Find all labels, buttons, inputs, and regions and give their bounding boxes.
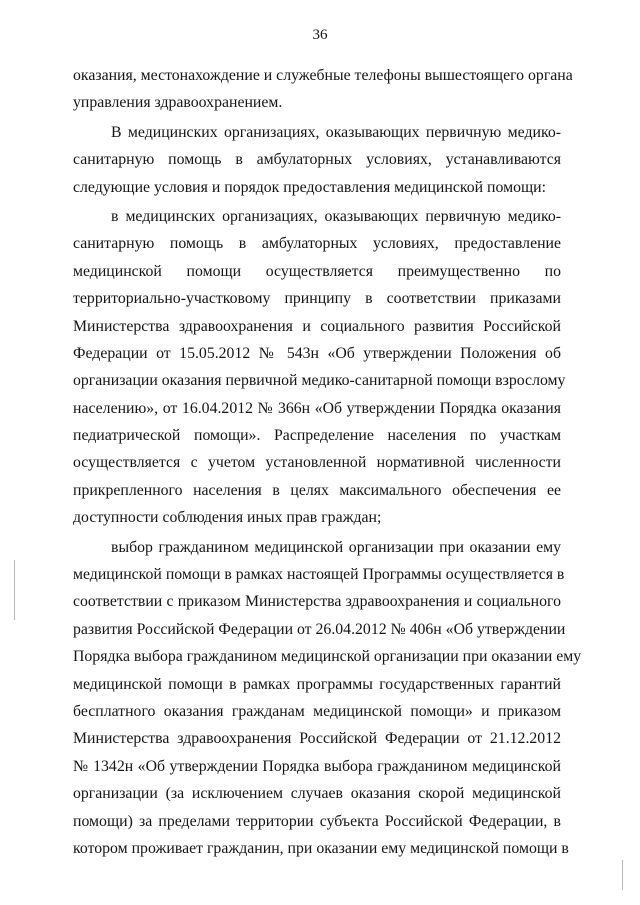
text-line: населению», от 16.04.2012 № 366н «Об утверждении Порядка оказания	[73, 399, 561, 417]
text-line: организации оказания первичной медико-санитарной помощи взрослому	[73, 372, 566, 390]
text-line: Министерства здравоохранения Российской Федерации от 21.12.2012	[73, 730, 561, 748]
document-body	[73, 62, 582, 862]
scan-mark-right	[622, 860, 623, 890]
text-line: бесплатного оказания гражданам медицинской помощи» и приказом	[73, 702, 561, 720]
text-line: доступности соблюдения иных прав граждан;	[73, 509, 382, 527]
paragraph	[73, 62, 573, 117]
scan-mark-left	[14, 560, 15, 620]
text-line: помощи) за пределами территории субъекта Российской Федерации, в	[73, 812, 561, 830]
text-line: Министерства здравоохранения и социального развития Российской	[73, 317, 561, 335]
text-line: медицинской помощи в рамках настоящей Программы осуществляется в	[73, 566, 565, 584]
text-line: в медицинских организациях, оказывающих первичную медико-	[111, 207, 561, 225]
text-line: медицинской помощи в рамках программы государственных гарантий	[73, 675, 561, 693]
text-line: медицинской помощи осуществляется преимущественно по	[73, 262, 561, 280]
text-line: Порядка выбора гражданином медицинской организации при оказании ему	[73, 648, 582, 666]
text-line: выбор гражданином медицинской организации при оказании ему	[111, 538, 561, 556]
text-line: Федерации от 15.05.2012 № 543н «Об утверждении Положения об	[73, 344, 561, 362]
text-line: организации (за исключением случаев оказания скорой медицинской	[73, 785, 561, 803]
text-line: оказания, местонахождение и служебные телефоны вышестоящего органа	[73, 67, 573, 84]
text-line: педиатрической помощи». Распределение населения по участкам	[73, 427, 561, 445]
paragraph	[73, 203, 566, 532]
text-line: осуществляется с учетом установленной нормативной численности	[73, 454, 561, 472]
text-line: санитарную помощь в амбулаторных условиях, устанавливаются	[73, 151, 561, 169]
text-line: развития Российской Федерации от 26.04.2012 № 406н «Об утверждении	[73, 620, 566, 638]
text-line: В медицинских организациях, оказывающих первичную медико-	[111, 123, 561, 141]
paragraph	[73, 119, 561, 201]
page-number: 36	[312, 27, 328, 43]
text-line: соответствии с приказом Министерства здравоохранения и социального	[73, 593, 561, 611]
paragraph	[73, 534, 582, 863]
text-line: санитарную помощь в амбулаторных условиях, предоставление	[73, 235, 561, 253]
text-line: № 1342н «Об утверждении Порядка выбора гражданином медицинской	[73, 757, 561, 775]
text-line: котором проживает гражданин, при оказании ему медицинской помощи в	[73, 839, 569, 857]
text-line: прикрепленного населения в целях максимального обеспечения ее	[73, 481, 561, 499]
text-line: территориально-участковому принципу в соответствии приказами	[73, 290, 561, 308]
text-line: управления здравоохранением.	[73, 94, 283, 112]
text-line: следующие условия и порядок предоставления медицинской помощи:	[73, 178, 546, 196]
